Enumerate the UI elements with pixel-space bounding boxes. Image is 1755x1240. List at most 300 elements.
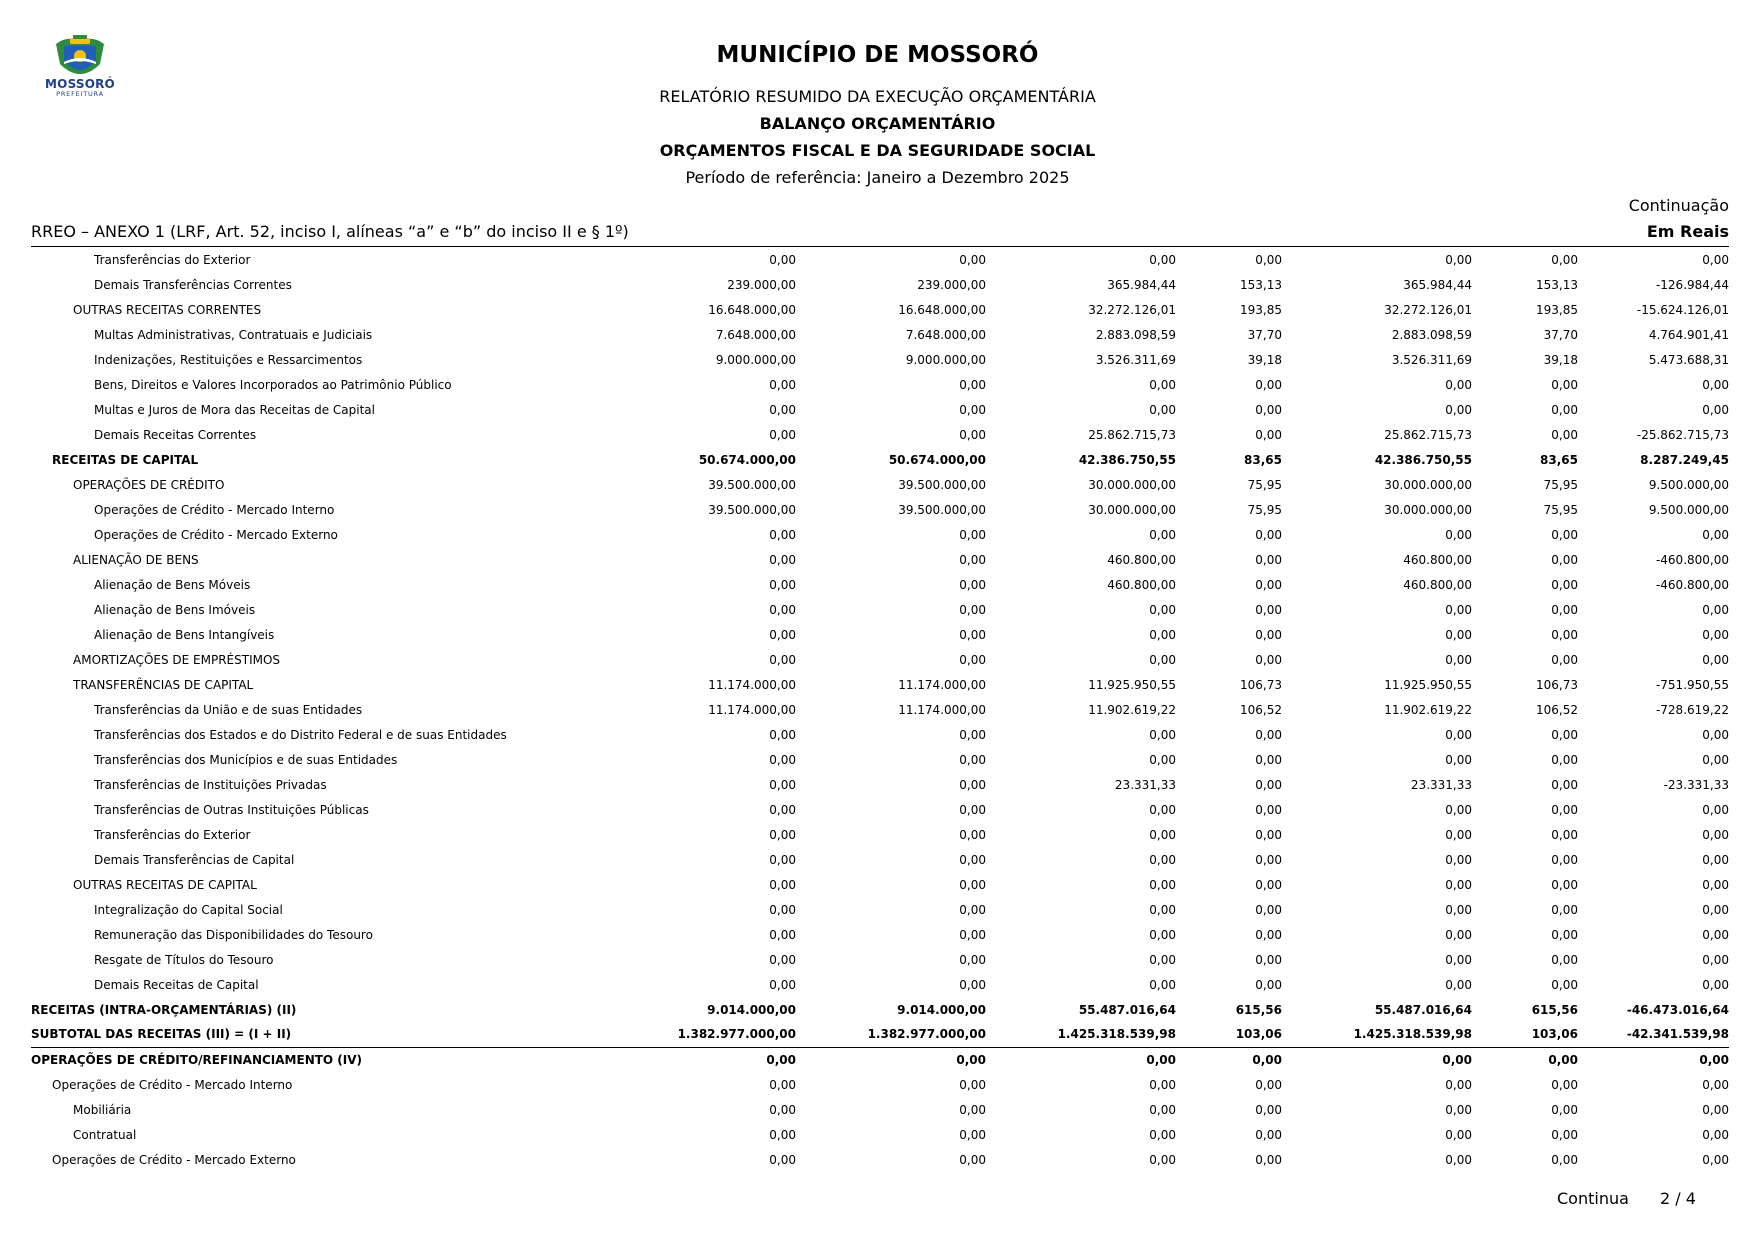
table-row (31, 1122, 1729, 1147)
row-value: 460.800,00 (1403, 577, 1472, 592)
row-value: 3.526.311,69 (1391, 352, 1472, 367)
row-value: 0,00 (1255, 1152, 1282, 1167)
row-value: 0,00 (1445, 627, 1472, 642)
table-row (31, 297, 1729, 322)
row-value: 0,00 (769, 602, 796, 617)
row-value: 0,00 (1551, 1102, 1578, 1117)
row-value: 0,00 (1445, 1102, 1472, 1117)
row-value: 0,00 (1255, 902, 1282, 917)
row-value: 0,00 (1146, 1052, 1176, 1067)
report-budget-title: ORÇAMENTOS FISCAL E DA SEGURIDADE SOCIAL (659, 141, 1096, 160)
row-value: 0,00 (1702, 402, 1729, 417)
row-label: Multas e Juros de Mora das Receitas de Capital (94, 402, 375, 417)
row-value: 0,00 (1255, 852, 1282, 867)
table-row (31, 1047, 1729, 1072)
row-value: 32.272.126,01 (1088, 302, 1176, 317)
row-value: 9.000.000,00 (715, 352, 796, 367)
row-value: 75,95 (1247, 477, 1282, 492)
row-value: 0,00 (1445, 977, 1472, 992)
row-value: 0,00 (1255, 752, 1282, 767)
row-value: 193,85 (1536, 302, 1578, 317)
row-value: 0,00 (1702, 602, 1729, 617)
row-value: 0,00 (1551, 402, 1578, 417)
row-value: 0,00 (769, 1077, 796, 1092)
row-value: 0,00 (959, 627, 986, 642)
row-value: 0,00 (769, 627, 796, 642)
row-value: 39,18 (1543, 352, 1578, 367)
row-value: 39.500.000,00 (898, 477, 986, 492)
row-value: 0,00 (959, 527, 986, 542)
row-label: Contratual (73, 1127, 137, 1142)
row-value: 11.174.000,00 (898, 702, 986, 717)
row-value: 7.648.000,00 (715, 327, 796, 342)
table-row (31, 972, 1729, 997)
table-row (31, 622, 1729, 647)
row-value: 0,00 (766, 1052, 796, 1067)
row-value: 0,00 (1551, 627, 1578, 642)
row-value: 0,00 (1551, 1127, 1578, 1142)
row-value: 0,00 (1149, 1152, 1176, 1167)
row-value: 0,00 (1702, 727, 1729, 742)
row-value: 75,95 (1543, 477, 1578, 492)
row-value: -23.331,33 (1663, 777, 1729, 792)
row-value: 0,00 (1149, 527, 1176, 542)
row-value: 1.425.318.539,98 (986, 1022, 1176, 1047)
table-row (31, 897, 1729, 922)
row-value: 0,00 (959, 652, 986, 667)
row-value: 0,00 (956, 1052, 986, 1067)
row-value: 0,00 (1149, 852, 1176, 867)
row-value: 0,00 (1445, 602, 1472, 617)
row-label: Operações de Crédito - Mercado Interno (52, 1077, 293, 1092)
row-label: OUTRAS RECEITAS CORRENTES (73, 302, 262, 317)
row-value: 11.174.000,00 (708, 702, 796, 717)
row-value: 0,00 (769, 652, 796, 667)
annex-label: RREO – ANEXO 1 (LRF, Art. 52, inciso I, alíneas “a” e “b” do inciso II e § 1º) (31, 222, 629, 241)
row-value: 0,00 (1149, 952, 1176, 967)
row-value: 3.526.311,69 (1095, 352, 1176, 367)
row-value: 50.674.000,00 (698, 452, 796, 467)
table-row (31, 372, 1729, 397)
row-value: 0,00 (1551, 727, 1578, 742)
table-row (31, 1147, 1729, 1172)
row-value: 0,00 (959, 802, 986, 817)
row-value: 83,65 (1540, 452, 1578, 467)
row-value: 37,70 (1247, 327, 1282, 342)
row-value: 460.800,00 (1403, 552, 1472, 567)
row-value: 0,00 (1149, 1102, 1176, 1117)
row-value: 0,00 (1255, 377, 1282, 392)
row-value: 0,00 (1551, 952, 1578, 967)
row-value: 0,00 (1702, 252, 1729, 267)
row-value: 0,00 (1702, 827, 1729, 842)
row-value: 9.500.000,00 (1648, 477, 1729, 492)
row-value: 0,00 (1445, 902, 1472, 917)
row-value: 0,00 (769, 852, 796, 867)
row-value: 0,00 (1551, 852, 1578, 867)
row-value: 0,00 (1255, 727, 1282, 742)
row-value: 75,95 (1543, 502, 1578, 517)
row-value: 0,00 (959, 1127, 986, 1142)
row-value: 0,00 (1445, 402, 1472, 417)
row-value: -460.800,00 (1655, 552, 1729, 567)
row-value: 30.000.000,00 (1384, 477, 1472, 492)
table-row (31, 797, 1729, 822)
row-value: 2.883.098,59 (1391, 327, 1472, 342)
table-row (31, 722, 1729, 747)
row-value: 7.648.000,00 (905, 327, 986, 342)
row-value: 42.386.750,55 (1374, 452, 1472, 467)
table-row (31, 497, 1729, 522)
row-label: Demais Transferências Correntes (94, 277, 292, 292)
row-value: 5.473.688,31 (1648, 352, 1729, 367)
row-value: 365.984,44 (1107, 277, 1176, 292)
row-value: 0,00 (1551, 977, 1578, 992)
row-value: 0,00 (1551, 602, 1578, 617)
table-row (31, 947, 1729, 972)
row-value: 0,00 (959, 952, 986, 967)
row-value: 32.272.126,01 (1384, 302, 1472, 317)
row-value: 0,00 (1445, 1152, 1472, 1167)
row-value: 0,00 (769, 902, 796, 917)
row-value: 0,00 (769, 727, 796, 742)
row-value: 0,00 (769, 577, 796, 592)
row-value: 0,00 (1702, 927, 1729, 942)
row-label: Transferências de Instituições Privadas (94, 777, 327, 792)
row-value: 0,00 (1551, 777, 1578, 792)
row-value: -25.862.715,73 (1636, 427, 1729, 442)
row-value: 0,00 (1551, 827, 1578, 842)
row-value: 0,00 (1445, 827, 1472, 842)
table-row (31, 1022, 1729, 1047)
row-value: 0,00 (1255, 1127, 1282, 1142)
row-label: Alienação de Bens Intangíveis (94, 627, 275, 642)
page-title: MUNICÍPIO DE MOSSORÓ (716, 42, 1039, 68)
row-value: 0,00 (1149, 877, 1176, 892)
row-value: 0,00 (959, 727, 986, 742)
row-value: 11.902.619,22 (1088, 702, 1176, 717)
row-value: 9.000.000,00 (905, 352, 986, 367)
row-value: 0,00 (1551, 652, 1578, 667)
row-label: Transferências do Exterior (94, 252, 251, 267)
row-value: 0,00 (1255, 802, 1282, 817)
row-value: 0,00 (959, 1152, 986, 1167)
row-value: 0,00 (1702, 802, 1729, 817)
row-value: 16.648.000,00 (898, 302, 986, 317)
row-value: 0,00 (769, 777, 796, 792)
row-value: 0,00 (769, 977, 796, 992)
row-value: 106,73 (1240, 677, 1282, 692)
row-label: Transferências da União e de suas Entidades (94, 702, 363, 717)
row-value: 0,00 (1702, 852, 1729, 867)
row-value: 0,00 (769, 1127, 796, 1142)
row-value: 0,00 (1702, 1077, 1729, 1092)
row-value: 0,00 (769, 527, 796, 542)
row-value: 0,00 (1702, 977, 1729, 992)
row-value: 23.331,33 (1410, 777, 1472, 792)
row-value: 0,00 (769, 802, 796, 817)
row-label: Demais Receitas Correntes (94, 427, 257, 442)
row-value: 9.014.000,00 (707, 1002, 796, 1017)
row-value: 615,56 (1235, 1002, 1282, 1017)
row-value: 0,00 (959, 777, 986, 792)
page-number: 2 / 4 (1660, 1189, 1696, 1208)
row-label: Multas Administrativas, Contratuais e Judiciais (94, 327, 373, 342)
row-value: 0,00 (1149, 602, 1176, 617)
table-row (31, 572, 1729, 597)
row-label: Transferências de Outras Instituições Públicas (94, 802, 369, 817)
row-value: 0,00 (1255, 427, 1282, 442)
row-value: 153,13 (1240, 277, 1282, 292)
row-value: 16.648.000,00 (708, 302, 796, 317)
table-row (31, 872, 1729, 897)
row-label: Integralização do Capital Social (94, 902, 283, 917)
row-value: 0,00 (959, 1077, 986, 1092)
row-value: 0,00 (1149, 727, 1176, 742)
row-value: 4.764.901,41 (1648, 327, 1729, 342)
row-value: 9.014.000,00 (897, 1002, 986, 1017)
row-value: 0,00 (769, 427, 796, 442)
row-value: 50.674.000,00 (888, 452, 986, 467)
row-label: SUBTOTAL DAS RECEITAS (III) = (I + II) (31, 1022, 601, 1047)
continuation-label: Continuação (1628, 196, 1729, 215)
row-value: -728.619,22 (1655, 702, 1729, 717)
row-value: -15.624.126,01 (1636, 302, 1729, 317)
row-value: -126.984,44 (1655, 277, 1729, 292)
row-value: 37,70 (1543, 327, 1578, 342)
row-value: 42.386.750,55 (1078, 452, 1176, 467)
report-subtitle: RELATÓRIO RESUMIDO DA EXECUÇÃO ORÇAMENTÁRIA (659, 87, 1096, 106)
row-value: 23.331,33 (1114, 777, 1176, 792)
row-value: 11.174.000,00 (898, 677, 986, 692)
row-value: 0,00 (769, 927, 796, 942)
table-row (31, 822, 1729, 847)
row-label: RECEITAS DE CAPITAL (52, 452, 199, 467)
row-value: 0,00 (1252, 1052, 1282, 1067)
row-value: 0,00 (1445, 727, 1472, 742)
row-value: 39.500.000,00 (708, 502, 796, 517)
table-row (31, 347, 1729, 372)
row-value: 0,00 (1445, 1127, 1472, 1142)
row-label: Transferências dos Estados e do Distrito Federal e de suas Entidades (94, 727, 507, 742)
row-value: 0,00 (1255, 1102, 1282, 1117)
row-label: AMORTIZAÇÕES DE EMPRÉSTIMOS (73, 652, 281, 667)
row-value: 0,00 (1255, 577, 1282, 592)
row-label: OUTRAS RECEITAS DE CAPITAL (73, 877, 257, 892)
row-value: 1.425.318.539,98 (1282, 1022, 1472, 1047)
row-value: 0,00 (1702, 377, 1729, 392)
row-value: 0,00 (1551, 1077, 1578, 1092)
row-value: 0,00 (769, 752, 796, 767)
row-value: 0,00 (769, 252, 796, 267)
row-value: 0,00 (959, 552, 986, 567)
row-value: 0,00 (1551, 252, 1578, 267)
row-value: 0,00 (1445, 877, 1472, 892)
row-value: 0,00 (1255, 827, 1282, 842)
row-value: 0,00 (1255, 252, 1282, 267)
table-row (31, 1072, 1729, 1097)
row-value: 0,00 (1445, 252, 1472, 267)
table-row (31, 747, 1729, 772)
row-value: 0,00 (1551, 1152, 1578, 1167)
row-value: 0,00 (769, 377, 796, 392)
row-value: 0,00 (1548, 1052, 1578, 1067)
row-value: 153,13 (1536, 277, 1578, 292)
row-value: 0,00 (769, 1102, 796, 1117)
row-value: 39.500.000,00 (708, 477, 796, 492)
row-value: 0,00 (1255, 602, 1282, 617)
row-value: 0,00 (1255, 527, 1282, 542)
row-value: 0,00 (1445, 652, 1472, 667)
row-value: 0,00 (959, 1102, 986, 1117)
row-value: 11.902.619,22 (1384, 702, 1472, 717)
table-row (31, 547, 1729, 572)
row-value: 0,00 (1445, 377, 1472, 392)
table-row (31, 1097, 1729, 1122)
row-label: Operações de Crédito - Mercado Externo (52, 1152, 296, 1167)
row-label: Bens, Direitos e Valores Incorporados ao Patrimônio Público (94, 377, 452, 392)
row-value: 0,00 (1551, 752, 1578, 767)
row-value: 2.883.098,59 (1095, 327, 1176, 342)
row-value: 460.800,00 (1107, 552, 1176, 567)
logo-subtitle: PREFEITURA (56, 90, 104, 98)
row-value: 0,00 (959, 377, 986, 392)
row-value: 11.925.950,55 (1384, 677, 1472, 692)
row-value: 75,95 (1247, 502, 1282, 517)
row-label: Resgate de Títulos do Tesouro (94, 952, 274, 967)
row-label: Operações de Crédito - Mercado Externo (94, 527, 338, 542)
row-value: 0,00 (1445, 752, 1472, 767)
row-value: 0,00 (1702, 627, 1729, 642)
table-row (31, 672, 1729, 697)
row-label: Transferências dos Municípios e de suas Entidades (94, 752, 398, 767)
row-value: 0,00 (1255, 952, 1282, 967)
row-value: 8.287.249,45 (1640, 452, 1729, 467)
row-value: 0,00 (959, 577, 986, 592)
table-row (31, 322, 1729, 347)
row-value: 0,00 (769, 1152, 796, 1167)
row-label: Alienação de Bens Imóveis (94, 602, 256, 617)
row-value: 0,00 (1255, 627, 1282, 642)
row-value: 0,00 (959, 402, 986, 417)
row-value: 0,00 (1149, 1127, 1176, 1142)
row-label: TRANSFERÊNCIAS DE CAPITAL (73, 677, 254, 692)
row-label: Operações de Crédito - Mercado Interno (94, 502, 335, 517)
row-value: 0,00 (1445, 527, 1472, 542)
row-label: RECEITAS (INTRA-ORÇAMENTÁRIAS) (II) (31, 1002, 297, 1017)
balance-table (31, 247, 1729, 1172)
row-label: OPERAÇÕES DE CRÉDITO/REFINANCIAMENTO (IV) (31, 1052, 363, 1067)
row-value: 239.000,00 (917, 277, 986, 292)
row-label: Mobiliária (73, 1102, 132, 1117)
logo-brand: MOSSORÓ (45, 77, 115, 91)
table-row (31, 397, 1729, 422)
row-value: 0,00 (1702, 1102, 1729, 1117)
table-row (31, 522, 1729, 547)
continua-label: Continua (1557, 1189, 1629, 1208)
row-value: 0,00 (1551, 902, 1578, 917)
row-value: 39,18 (1247, 352, 1282, 367)
row-value: 55.487.016,64 (1078, 1002, 1176, 1017)
row-value: 0,00 (959, 252, 986, 267)
row-value: 0,00 (769, 552, 796, 567)
row-value: 0,00 (1702, 877, 1729, 892)
row-value: 0,00 (959, 977, 986, 992)
row-value: 0,00 (1149, 827, 1176, 842)
row-value: 0,00 (959, 902, 986, 917)
row-value: 0,00 (1255, 652, 1282, 667)
row-value: 0,00 (1551, 877, 1578, 892)
row-label: Transferências do Exterior (94, 827, 251, 842)
row-value: 25.862.715,73 (1384, 427, 1472, 442)
row-value: 0,00 (1702, 1152, 1729, 1167)
row-value: 0,00 (1149, 802, 1176, 817)
row-value: 0,00 (1445, 927, 1472, 942)
row-value: 0,00 (1702, 952, 1729, 967)
row-value: 0,00 (1149, 1077, 1176, 1092)
row-value: 365.984,44 (1403, 277, 1472, 292)
row-value: 11.174.000,00 (708, 677, 796, 692)
row-value: 103,06 (1472, 1022, 1578, 1047)
row-label: Demais Transferências de Capital (94, 852, 295, 867)
row-value: 103,06 (1176, 1022, 1282, 1047)
row-value: 0,00 (1149, 402, 1176, 417)
row-value: 0,00 (959, 602, 986, 617)
row-value: 0,00 (1702, 527, 1729, 542)
row-value: 0,00 (1149, 627, 1176, 642)
table-row (31, 997, 1729, 1022)
row-value: 0,00 (1442, 1052, 1472, 1067)
row-value: 0,00 (1255, 977, 1282, 992)
row-value: 0,00 (1551, 427, 1578, 442)
row-value: 0,00 (1149, 752, 1176, 767)
row-value: 0,00 (959, 927, 986, 942)
row-value: 106,52 (1240, 702, 1282, 717)
row-value: 106,73 (1536, 677, 1578, 692)
row-value: -42.341.539,98 (1578, 1022, 1729, 1047)
row-value: 1.382.977.000,00 (601, 1022, 796, 1047)
row-value: 0,00 (1255, 1077, 1282, 1092)
row-value: 11.925.950,55 (1088, 677, 1176, 692)
table-row (31, 772, 1729, 797)
row-value: 55.487.016,64 (1374, 1002, 1472, 1017)
row-value: 0,00 (1255, 877, 1282, 892)
row-value: 0,00 (1149, 977, 1176, 992)
row-value: 1.382.977.000,00 (796, 1022, 986, 1047)
row-value: 0,00 (769, 952, 796, 967)
row-value: 0,00 (1551, 377, 1578, 392)
row-value: 0,00 (1149, 927, 1176, 942)
row-value: 460.800,00 (1107, 577, 1176, 592)
row-value: 0,00 (959, 877, 986, 892)
row-value: 0,00 (1445, 952, 1472, 967)
row-value: 0,00 (1551, 927, 1578, 942)
row-value: 0,00 (1149, 252, 1176, 267)
row-value: 0,00 (1702, 1127, 1729, 1142)
row-value: 615,56 (1531, 1002, 1578, 1017)
row-value: 0,00 (1551, 552, 1578, 567)
row-label: Indenizações, Restituições e Ressarcimentos (94, 352, 363, 367)
row-value: 0,00 (1702, 752, 1729, 767)
row-value: 30.000.000,00 (1384, 502, 1472, 517)
row-value: 0,00 (1255, 402, 1282, 417)
table-row (31, 647, 1729, 672)
units-label: Em Reais (1646, 222, 1729, 241)
row-value: 0,00 (1445, 852, 1472, 867)
row-value: 0,00 (1255, 552, 1282, 567)
row-value: 0,00 (1255, 927, 1282, 942)
row-label: Remuneração das Disponibilidades do Tesouro (94, 927, 373, 942)
